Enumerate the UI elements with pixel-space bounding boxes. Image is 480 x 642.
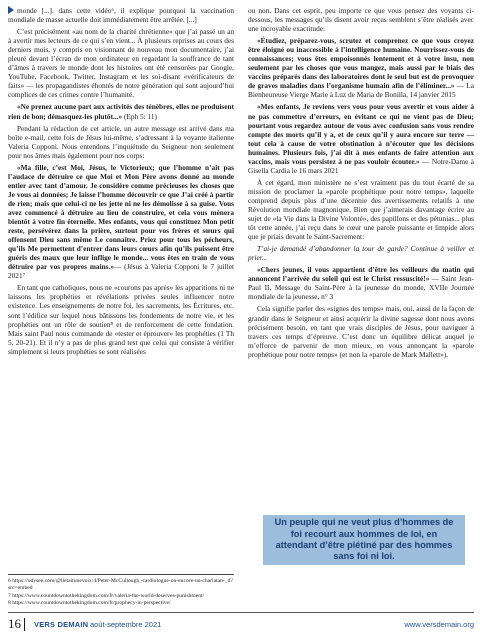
quote-reference: — Notre-Dame à Gisella Cardia le 16 mars 2021 bbox=[248, 156, 474, 175]
paragraph: Cela signifie parler des «signes des temps» mais, oui, aussi de la façon de grandir dans le Seigneur et ainsi acquérir la divine sagesse dont nous avons précisément besoin, en tant que vrais disciples de Jésus, pour naviguer à travers ces temps d’épreuve. C’est donc un équilibre délicat auquel je m’efforce de parvenir de mon mieux, en vous annonçant la «parole prophétique pour notre temps» (et non la «parole de Mark Mallett»). bbox=[248, 304, 474, 359]
left-column bbox=[8, 6, 234, 359]
mary-quote bbox=[248, 36, 474, 99]
quote-reference: — (Jésus à Valeria Copponi le 7 juillet 2021⁷ bbox=[8, 262, 234, 281]
quote-text: «Étudiez, préparez-vous, scrutez et comprenez ce que vous croyez être éloigné ou inaccessible à l’intelligence humaine. Nourrissez-vous de connaissances; vous êtes empoisonnés lentement et à votre insu, non seulement par les choses que vous mangez, mais aussi par le biais des vaccins préparés dans des laboratoires dont le seul but est de provoquer de graves maladies dans l’organisme humain afin de l’éliminer...» bbox=[248, 36, 474, 91]
paragraph bbox=[8, 6, 234, 24]
paragraph-text: monde [...]. dans cette vidéo⁶, il explique pourquoi la vaccination mondiale de masse actuelle doit immédiatement être arrêtée. [...] bbox=[8, 6, 234, 25]
pull-quote-box bbox=[263, 515, 465, 565]
footnote: 7 https://www.countdowntothekingdom.com/fr/valeria-the-world-deserves-punishment/ bbox=[8, 592, 205, 599]
quote-reference: — Saint Jean-Paul II, Message du Saint-Père à la jeunesse du monde, XVIIe Journée mondiale de la jeunesse, n° 3 bbox=[248, 274, 474, 302]
page-footer bbox=[8, 612, 474, 636]
right-column bbox=[248, 6, 474, 362]
paragraph: En tant que catholiques, nous ne «courons pas après» les apparitions ni ne laissons les prophéties et révélations privées seules influencer notre existence. Les enseignements de notre foi, les sacrements, les Écritures, etc. sont l’édifice sur lequel nous bâtissons les fondements de notre vie, et les prophéties ont un rôle de soutien⁸ et de renforcement de cette fondation. Mais saint Paul nous commande de «tester et éprouver» les prophéties (1 Th 5, 20-21). Et il n’y a pas de plus grand test que celui qui consiste à vérifier simplement si leurs prophéties se sont réalisées bbox=[8, 283, 234, 356]
john-paul-quote bbox=[248, 265, 474, 301]
magazine-name: VERS DEMAIN bbox=[34, 620, 89, 629]
website-url: www.versdemain.org bbox=[404, 620, 474, 629]
our-lady-quote bbox=[248, 102, 474, 174]
footnotes bbox=[8, 574, 234, 607]
quote-text: «Ma fille, c’est Moi, Jésus, le Victorieux; que l’homme n’ait pas l’audace de détruire ce que Moi et Mon Père avons donné au monde entier avec tant d’amour. Je considère comme précieuses les choses que Je vous ai données; Je laisse l’homme découvrir ce que J’ai créé à partir de rien; mais que celui-ci ne les jette ni ne les démolisse à sa guise. Vous avez commencé à détruire au lieu de construire, et cela vous mènera bientôt à votre fin éternelle. Mes enfants, vous qui constituez Mon petit reste, persévérez dans la prière, surtout pour vos frères et sœurs qui offensent Dieu sans même Le connaître. Priez pour tous les pécheurs, qu’ils Me permettent d’entrer dans leurs cœurs afin qu’ils puissent être guéris des maux que leur inflige le monde... vous êtes en train de vous détruire par vos propres mains.» bbox=[8, 162, 234, 272]
inner-word-quote: T’ai-je demandé d’abandonner la tour de garde? Continue à veiller et prier... bbox=[248, 244, 474, 263]
scripture-quote bbox=[8, 102, 234, 120]
paragraph: À cet égard, mon ministère ne s’est vraiment pas du tout écarté de sa mission de proclamer la «parole prophétique pour notre temps», laquelle comprend depuis plus d’une décennie des avertissements relatifs à une Révolution mondiale magnonique. Bien que j’aimerais davantage écrire au sujet de «la Vie dans la Divine Volonté», des papillons et des pétunias... plus tôt cette année, j’ai reçu dans le cœur une parole puissante et limpide alors que je priais devant le Saint-Sacrement: bbox=[248, 177, 474, 242]
quote-text: «Ne prenez aucune part aux activités des ténèbres, elles ne produisent rien de bon; démasquez-les plutôt...» bbox=[8, 102, 234, 121]
jesus-quote bbox=[8, 163, 234, 281]
paragraph: ou non. Dans cet esprit, peu importe ce que vous pensez des voyants ci-dessous, les messages qu’ils disent avoir reçus semblent s’être réalisés avec une incroyable exactitude: bbox=[248, 6, 474, 34]
paragraph: Pendant la rédaction de cet article, un autre message est arrivé dans ma boîte e-mail, cette fois de Jésus lui-même, s’adressant à la voyante italienne Valeria Copponi. Nous entendons l’inquiétude du Seigneur non seulement pour nos âmes mais également pour nos corps: bbox=[8, 123, 234, 160]
pull-quote-text: Un peuple qui ne veut plus d’hommes de foi recourt aux hommes de loi, en attendant d’être piétiné par des hommes sans foi ni loi. bbox=[274, 517, 454, 562]
paragraph: C’est précisément «au nom de la charité chrétienne» que j’ai passé un an à avertir mes lecteurs de ce qui s’en vient... À plusieurs reprises au cours des derniers mois, y compris en visionnant de nouveau mon documentaire, j’ai pleuré devant l’écran de mon ordinateur en regardant la souffrance de tant d’âmes à travers le monde dont les histoires ont été censurées par Google, YouTube, Facebook, Twitter, Instagram et les soi-disant «vérificateurs de faits» — les propagandistes éhontés de notre génération qui sont aujourd’hui complices de ces crimes contre l’humanité. bbox=[8, 27, 234, 100]
quote-reference: — La Bienheureuse Vierge Marie à Luz de Maria de Bonilla, 14 janvier 2015 bbox=[248, 81, 474, 100]
footer-divider bbox=[8, 612, 474, 613]
page-number: 16 bbox=[8, 616, 21, 631]
quote-text: «Chers jeunes, il vous appartient d’être les veilleurs du matin qui annoncent l’arrivée du soleil qui est le Christ ressuscité!» bbox=[248, 265, 474, 284]
footnote: 8 https://www.countdowntothekingdom.com/fr/prophecy-in-perspective/ bbox=[8, 599, 171, 606]
arrow-marker-icon bbox=[8, 6, 14, 14]
quote-text: «Mes enfants, Je reviens vers vous pour vous avertir et vous aider à ne pas commettre d’erreurs, en évitant ce qui ne vient pas de Dieu; pourtant vous regardez autour de vous avec confusion sans vous rendre compte des morts qu’il y a, et de ceux qu’il y aura encore sur terre — tout cela à cause de votre obstination à n’écouter que les décisions humaines. Plusieurs fois, j’ai dit à mes enfants de faire attention aux vaccins, mais vous persistez à ne pas vouloir écouter.» bbox=[248, 102, 474, 166]
footnote: 6 https://odysee.com/@lletaitunevoix:4/Peter-McCullough,-cardiologue-ou-encore-un-charlatan-_d?src=embed bbox=[8, 578, 233, 592]
page-number-divider bbox=[24, 618, 25, 631]
issue-date: août-septembre 2021 bbox=[90, 620, 162, 629]
quote-reference: (Eph 5: 11) bbox=[122, 111, 157, 121]
